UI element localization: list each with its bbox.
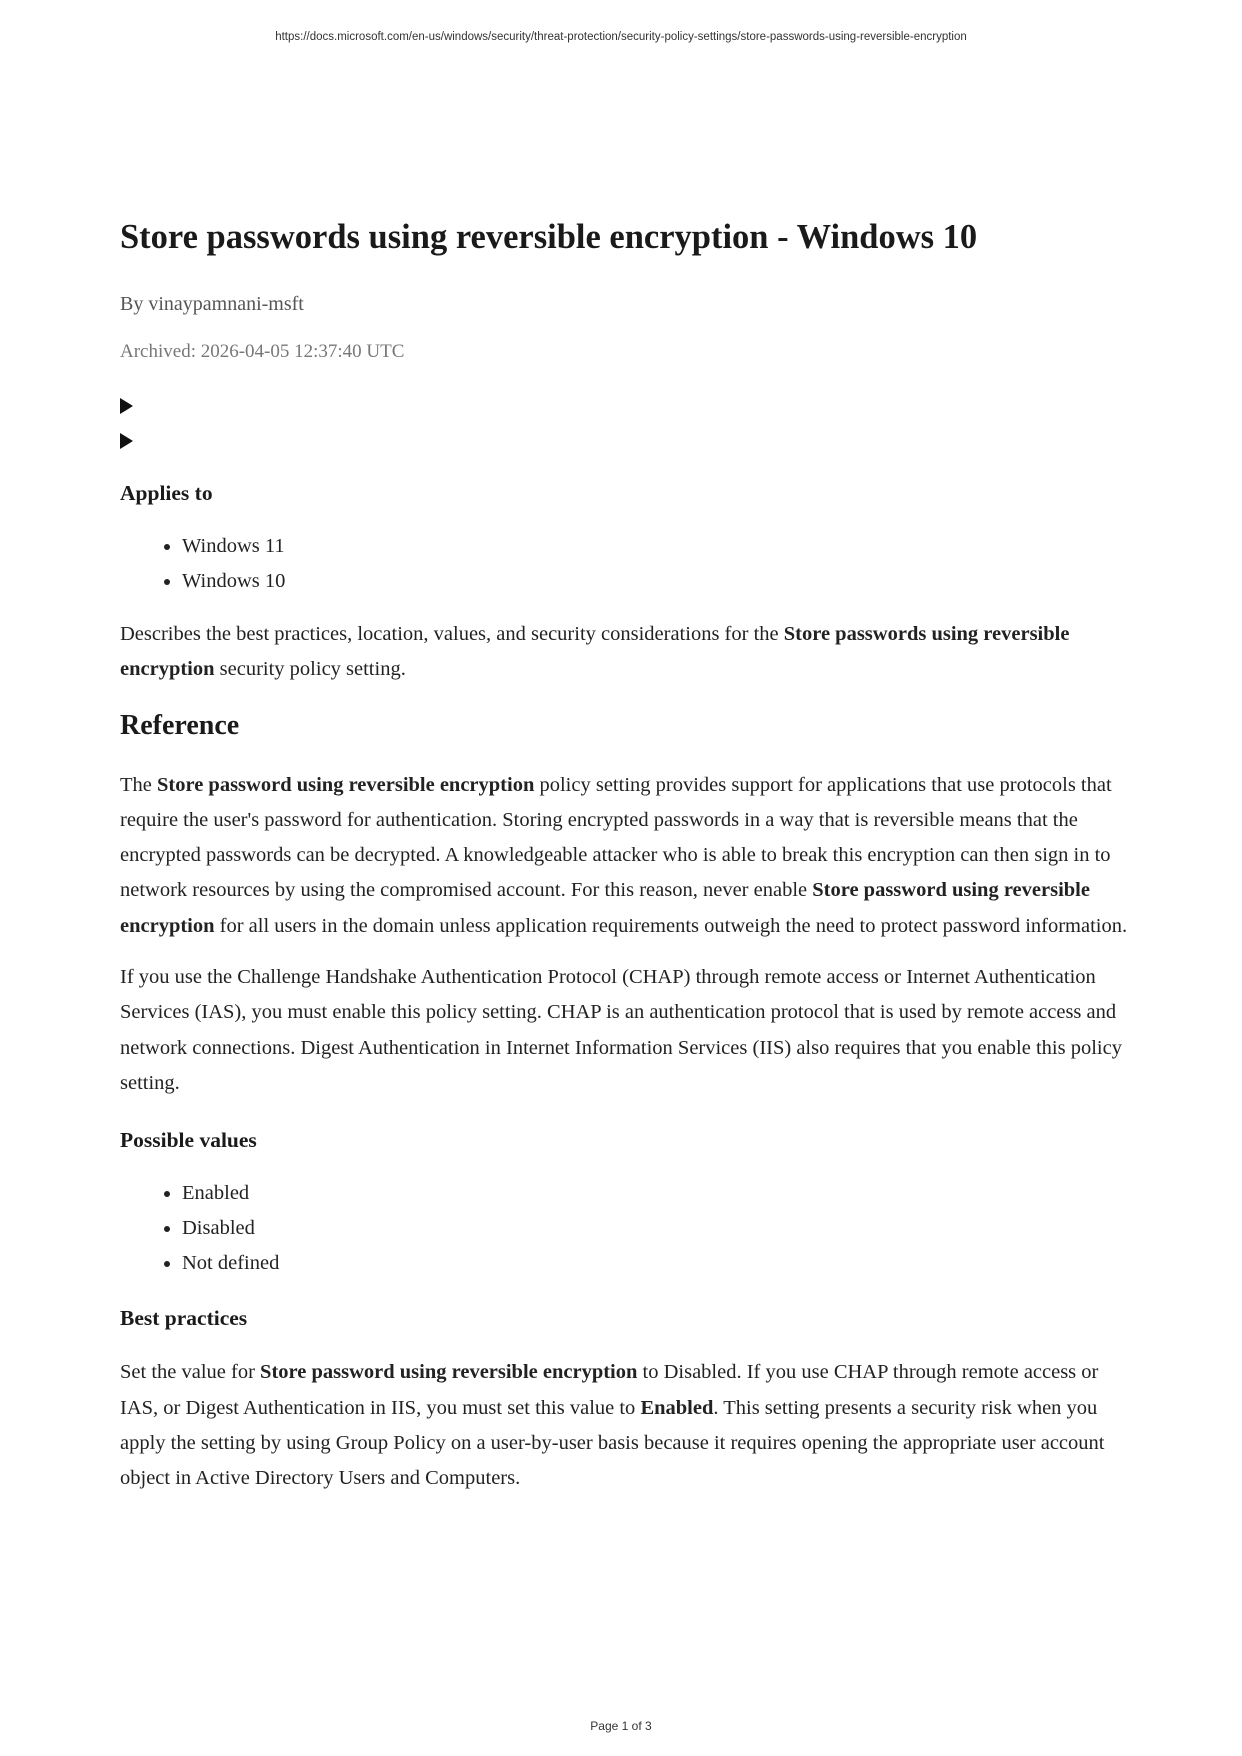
bold-text: Store password using reversible encryption [120,879,1090,937]
best-practices-heading: Best practices [120,1306,248,1331]
article [120,214,1130,1496]
intro-paragraph [120,617,1130,688]
list-item: • Enabled [182,1176,1130,1211]
details-toggle-2[interactable] [120,423,1130,458]
text-run: for all users in the domain unless application requirements outweigh the need to protect password information. [214,914,1128,937]
list-item: • Windows 11 [182,529,1130,564]
possible-values-heading: Possible values [120,1128,257,1153]
applies-to-list [120,529,1130,599]
disclosure-triangle-icon [120,433,133,449]
text-run: . This setting presents a security risk when you apply the setting by using Group Policy on a user-by-user basis because it requires opening the appropriate user account object in Active Directory Users and Computers. [120,1396,1105,1490]
collapsed-details-group [120,388,1130,458]
bold-text: Enabled [640,1396,714,1419]
details-toggle-1[interactable] [120,388,1130,423]
page-title: Store passwords using reversible encryption - Windows 10 [120,218,978,256]
text-run: policy setting provides support for applications that use protocols that require the user's password for authentication. Storing encrypted passwords in a way that is reversible means that the encrypted passwords can be decrypted. A knowledgeable attacker who is able to break this encryption can then sign in to network resources by using the compromised account. For this reason, never enable [120,773,1112,902]
text-run: Describes the best practices, location, values, and security considerations for the [120,623,784,645]
text-run: security policy setting. [214,658,406,681]
disclosure-triangle-icon [120,398,133,414]
reference-paragraph-2: If you use the Challenge Handshake Authentication Protocol (CHAP) through remote access or Internet Authentication Services (IAS), you must enable this policy setting. CHAP is an authentication protocol that is used by remote access and network connections. Digest Authentication in Internet Information Services (IIS) also requires that you enable this policy setting. [120,966,1122,1094]
text-run: The [120,773,157,796]
best-practices-paragraph [120,1355,1130,1496]
list-item: • Windows 10 [182,564,1130,599]
bold-text: Store password using reversible encryption [260,1361,638,1384]
bold-text: Store passwords using reversible encryption [120,623,1070,681]
author-byline: By vinaypamnani-msft [120,293,304,315]
reference-paragraph-1 [120,768,1130,944]
list-item: • Not defined [182,1246,1130,1281]
page-number: Page 1 of 3 [590,1719,652,1733]
bold-text: Store password using reversible encryption [157,773,535,796]
possible-values-list [120,1176,1130,1281]
text-run: to Disabled. If you use CHAP through remote access or IAS, or Digest Authentication in IIS, you must set this value to [120,1361,1099,1419]
page-url-header: https://docs.microsoft.com/en-us/windows/security/threat-protection/security-policy-settings/store-passwords-using-reversible-encryption [275,31,967,43]
archived-timestamp: Archived: 2026-04-05 12:37:40 UTC [120,341,405,362]
reference-heading: Reference [120,709,240,741]
list-item: • Disabled [182,1211,1130,1246]
text-run: Set the value for [120,1361,261,1384]
applies-to-heading: Applies to [120,481,213,505]
